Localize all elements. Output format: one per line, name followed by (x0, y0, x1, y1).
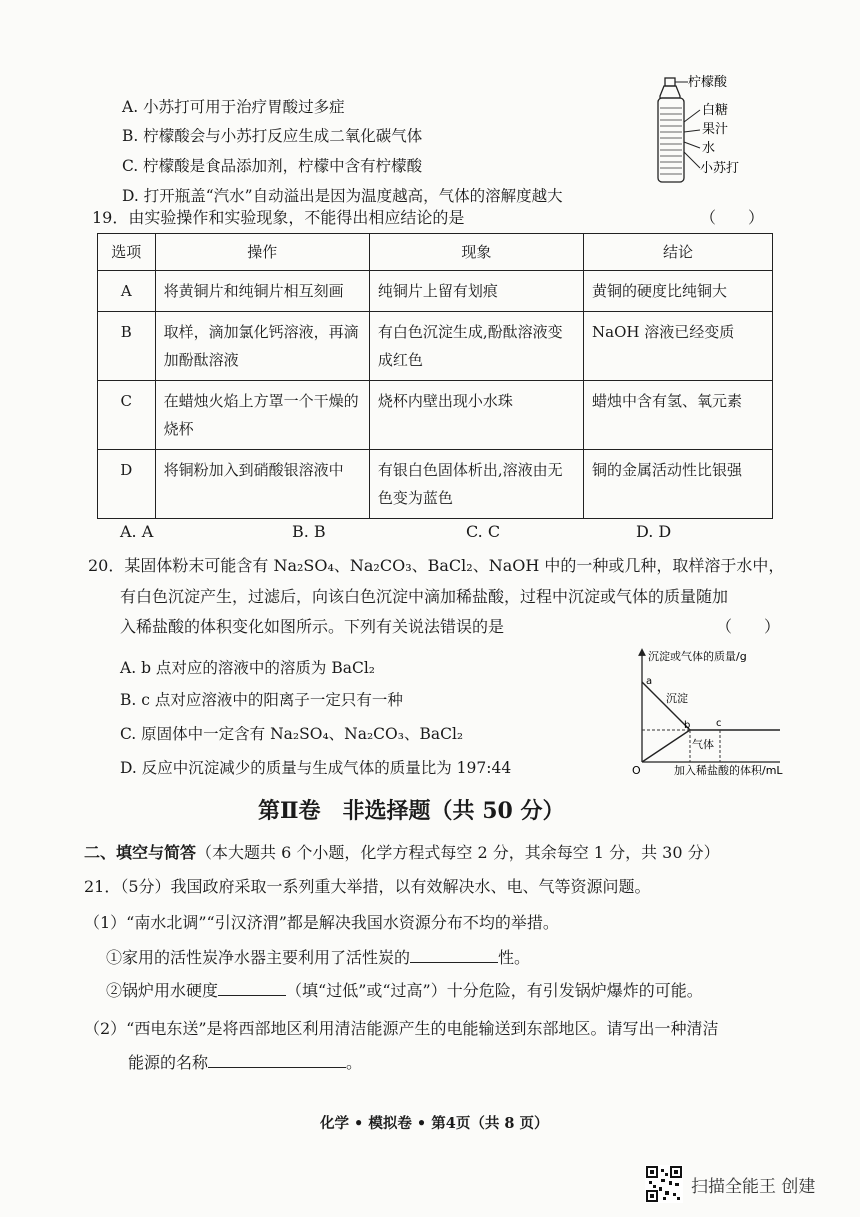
graph-ylabel: 沉淀或气体的质量/g (648, 650, 747, 663)
bottle-label-sugar: 白糖 (702, 103, 729, 118)
option-letter: A. (120, 659, 137, 677)
q19-table (97, 233, 773, 519)
option-text: 原固体中一定含有 Na₂SO₄、Na₂CO₃、BaCl₂ (141, 725, 464, 743)
q21-item1 (106, 945, 530, 968)
point-b-label: b (684, 720, 691, 731)
q21-sub2-cont (128, 1050, 362, 1073)
answer-blank[interactable] (208, 1051, 346, 1068)
cell-conclusion: 蜡烛中含有氢、氧元素 (584, 381, 773, 450)
cell-operation: 在蜡烛火焰上方罩一个干燥的烧杯 (155, 381, 369, 450)
q19-answer-b: B. B (292, 522, 326, 541)
option-text: 打开瓶盖“汽水”自动溢出是因为温度越高，气体的溶解度越大 (143, 187, 563, 205)
soda-bottle-figure (640, 70, 760, 190)
q20-stem-line2: 有白色沉淀产生，过滤后，向该白色沉淀中滴加稀盐酸，过程中沉淀或气体的质量随加 (120, 587, 729, 606)
point-c-label: c (716, 718, 722, 729)
q18-option-c (122, 154, 422, 176)
item2-text: ②锅炉用水硬度 (106, 981, 219, 1000)
q18-option-b (122, 124, 422, 146)
header-phenomenon: 现象 (369, 234, 583, 271)
sub2-suffix: 。 (346, 1053, 363, 1072)
option-letter: C. (120, 725, 137, 743)
curve-label-precipitate: 沉淀 (666, 692, 688, 705)
part-heading: 二、填空与简答 (84, 843, 197, 862)
table-header-row (98, 234, 773, 271)
item1-text: ①家用的活性炭净水器主要利用了活性炭的 (106, 948, 411, 967)
option-text: c 点对应溶液中的阳离子一定只有一种 (141, 691, 403, 709)
option-text: 反应中沉淀减少的质量与生成气体的质量比为 197:44 (141, 759, 512, 777)
table-row (98, 381, 773, 450)
cell-conclusion: 铜的金属活动性比银强 (584, 450, 773, 519)
section-title: 第Ⅱ卷 非选择题（共 50 分） (258, 798, 565, 824)
option-text: b 点对应的溶液中的溶质为 BaCl₂ (141, 659, 376, 677)
option-letter: C. (122, 157, 139, 175)
q20-stem-line3: 入稀盐酸的体积变化如图所示。下列有关说法错误的是 (120, 617, 505, 636)
cell-operation: 将黄铜片和纯铜片相互刻画 (155, 271, 369, 312)
cell-conclusion: NaOH 溶液已经变质 (584, 312, 773, 381)
bottle-label-baking-soda: 小苏打 (700, 161, 740, 176)
part-note: （本大题共 6 个小题，化学方程式每空 2 分，其余每空 1 分，共 30 分） (196, 843, 720, 862)
option-text: 柠檬酸是食品添加剂，柠檬中含有柠檬酸 (143, 157, 423, 175)
q21-sub2: （2）“西电东送”是将西部地区利用清洁能源产生的电能输送到东部地区。请写出一种清洁 (84, 1019, 719, 1038)
bottle-label-water: 水 (702, 141, 716, 156)
option-letter: B. (122, 127, 139, 145)
q20-answer-bracket: （ ） (716, 617, 781, 636)
cell-conclusion: 黄铜的硬度比纯铜大 (584, 271, 773, 312)
graph-origin: O (632, 764, 641, 777)
option-text: 柠檬酸会与小苏打反应生成二氧化碳气体 (143, 127, 423, 145)
watermark-text: 扫描全能王 创建 (691, 1176, 816, 1197)
cell-option: A (98, 271, 156, 312)
option-letter: A. (122, 98, 139, 116)
q19-answer-a: A. A (120, 522, 154, 541)
point-a-label: a (646, 676, 653, 687)
curve-label-gas: 气体 (692, 738, 714, 751)
cell-operation: 将铜粉加入到硝酸银溶液中 (155, 450, 369, 519)
q19-answer-bracket: （ ） (700, 208, 765, 227)
q21-sub1: （1）“南水北调”“引汉济渭”都是解决我国水资源分布不均的举措。 (84, 913, 559, 932)
q20-stem-line1: 20．某固体粉末可能含有 Na₂SO₄、Na₂CO₃、BaCl₂、NaOH 中的一种或几种，取样溶于水中， (88, 556, 785, 575)
q20-option-c (120, 722, 463, 744)
q19-answer-c: C. C (466, 522, 501, 541)
item1-suffix: 性。 (498, 948, 531, 967)
answer-blank[interactable] (410, 946, 498, 963)
cell-phenomenon: 纯铜片上留有划痕 (369, 271, 583, 312)
table-row (98, 312, 773, 381)
bottle-label-citric-acid: 柠檬酸 (688, 75, 728, 90)
table-row (98, 271, 773, 312)
q20-option-a (120, 656, 375, 678)
sub2-text: 能源的名称 (128, 1053, 209, 1072)
cell-option: D (98, 450, 156, 519)
q20-option-b (120, 688, 403, 710)
option-text: 小苏打可用于治疗胃酸过多症 (143, 98, 345, 116)
q18-option-a (122, 95, 345, 117)
answer-blank[interactable] (218, 979, 286, 996)
item2-suffix: （填“过低”或“过高”）十分危险，有引发锅炉爆炸的可能。 (286, 981, 703, 1000)
cell-phenomenon: 有白色沉淀生成,酚酞溶液变成红色 (369, 312, 583, 381)
q21-stem: 21．（5分）我国政府采取一系列重大举措，以有效解决水、电、气等资源问题。 (84, 877, 651, 896)
q20-graph (630, 648, 850, 778)
option-letter: D. (122, 187, 139, 205)
scanner-watermark (645, 1165, 815, 1203)
option-letter: B. (120, 691, 137, 709)
cell-phenomenon: 有银白色固体析出,溶液由无色变为蓝色 (369, 450, 583, 519)
q18-option-d (122, 184, 563, 206)
header-option: 选项 (98, 234, 156, 271)
cell-option: C (98, 381, 156, 450)
page-footer: 化学 • 模拟卷 • 第4页（共 8 页） (320, 1115, 549, 1132)
qr-code-icon (645, 1165, 683, 1203)
bottle-label-juice: 果汁 (702, 122, 729, 137)
header-operation: 操作 (155, 234, 369, 271)
part-two-heading-line (84, 840, 720, 863)
cell-phenomenon: 烧杯内壁出现小水珠 (369, 381, 583, 450)
option-letter: D. (120, 759, 137, 777)
cell-option: B (98, 312, 156, 381)
graph-xlabel: 加入稀盐酸的体积/mL (674, 764, 783, 777)
table-row (98, 450, 773, 519)
q21-item2 (106, 978, 703, 1001)
q19-stem: 19．由实验操作和实验现象，不能得出相应结论的是 (92, 208, 465, 227)
header-conclusion: 结论 (584, 234, 773, 271)
q20-option-d (120, 756, 511, 778)
cell-operation: 取样，滴加氯化钙溶液，再滴加酚酞溶液 (155, 312, 369, 381)
q19-answer-d: D. D (636, 522, 672, 541)
